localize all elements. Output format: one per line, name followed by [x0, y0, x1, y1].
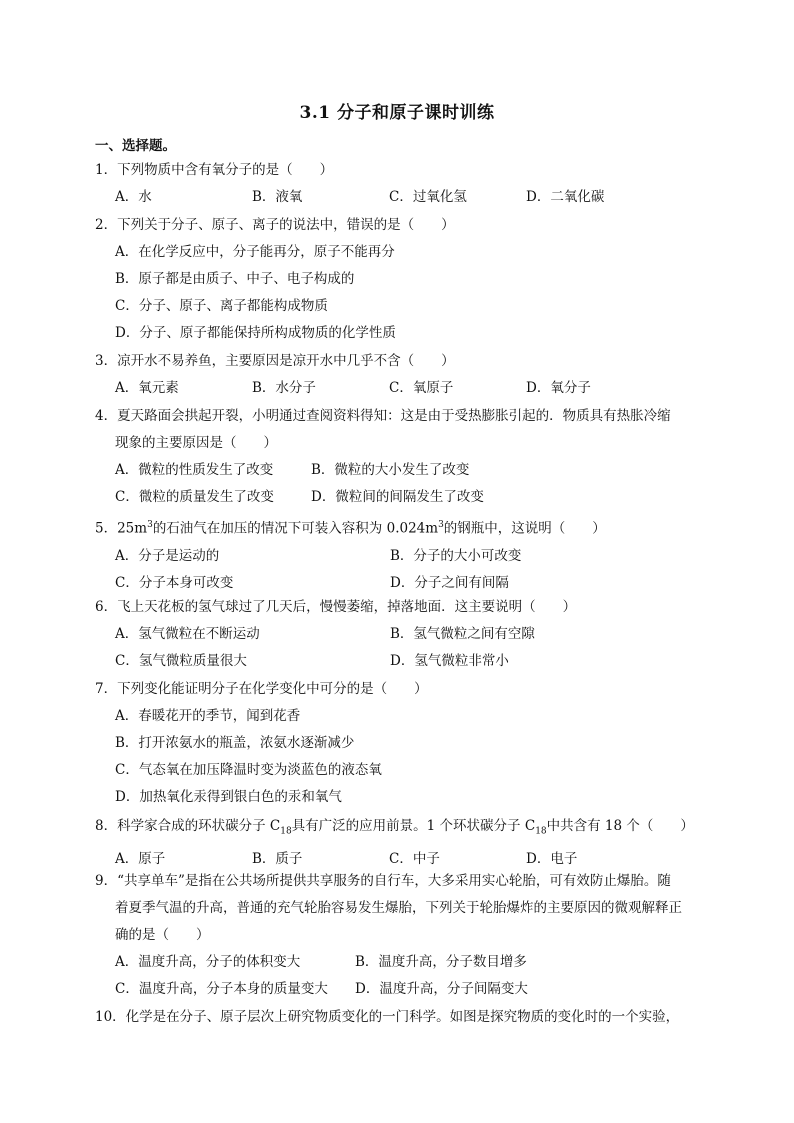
question-stem: 4．夏天路面会拱起开裂，小明通过查阅资料得知：这是由于受热膨胀引起的．物质具有热胀冷缩	[95, 408, 671, 424]
superscript: 3	[438, 520, 444, 530]
question-stem: 3．凉开水不易养鱼，主要原因是凉开水中几乎不含（ ）	[95, 353, 455, 369]
options-row	[95, 648, 715, 675]
section-heading: 一、选择题。	[95, 138, 176, 154]
options-row	[95, 375, 715, 402]
options-row	[95, 484, 715, 511]
option-a: A．分子是运动的	[115, 547, 220, 564]
stem-part: 8．科学家合成的环状碳分子 C	[95, 818, 281, 834]
stem-part: 5．25m	[95, 520, 148, 537]
question-stem: 10．化学是在分子、原子层次上研究物质变化的一门科学。如图是探究物质的变化时的一个实验，	[95, 1009, 680, 1025]
option-c: C．中子	[389, 850, 440, 867]
option-c: C．氧原子	[389, 380, 454, 396]
stem-part: 的钢瓶中，这说明（ ）	[443, 520, 606, 537]
question-8	[95, 813, 715, 873]
question-stem	[95, 813, 715, 846]
question-9	[95, 868, 715, 1003]
option-a: A．微粒的性质发生了改变	[115, 462, 274, 478]
option-a: A．原子	[115, 850, 166, 867]
question-stem: 2．下列关于分子、原子、离子的说法中，错误的是（ ）	[95, 217, 455, 233]
option-a: A．温度升高，分子的体积变大	[115, 954, 301, 970]
option-c: C．气态氧在加压降温时变为淡蓝色的液态氧	[115, 762, 382, 778]
question-stem-continued: 着夏季气温的升高，普通的充气轮胎容易发生爆胎，下列关于轮胎爆炸的主要原因的微观解释正	[115, 900, 682, 916]
option-c: C．温度升高，分子本身的质量变大	[115, 981, 328, 997]
option-c: C．分子、原子、离子都能构成物质	[115, 298, 328, 314]
options-row	[95, 543, 715, 570]
question-2	[95, 212, 715, 347]
question-4	[95, 403, 715, 511]
question-7	[95, 676, 715, 811]
question-stem	[95, 512, 715, 543]
option-c: C．过氧化氢	[389, 189, 467, 205]
option-d: D．分子之间有间隔	[390, 574, 509, 591]
question-stem: 9．“共享单车”是指在公共场所提供共享服务的自行车，大多采用实心轮胎，可有效防止爆胎。随	[95, 873, 671, 889]
question-1	[95, 157, 715, 211]
stem-part: 具有广泛的应用前景。1 个环状碳分子 C	[291, 818, 536, 834]
option-d: D．微粒间的间隔发生了改变	[311, 489, 484, 505]
option-b: B．打开浓氨水的瓶盖，浓氨水逐渐减少	[115, 735, 355, 751]
options-row	[95, 621, 715, 648]
option-b: B．原子都是由质子、中子、电子构成的	[115, 271, 355, 287]
option-d: D．加热氧化汞得到银白色的汞和氧气	[115, 789, 342, 805]
subscript: 18	[535, 826, 547, 837]
option-c: C．微粒的质量发生了改变	[115, 489, 274, 505]
option-b: B．液氧	[252, 189, 303, 205]
subscript: 18	[280, 826, 292, 837]
option-b: B．微粒的大小发生了改变	[311, 462, 470, 478]
option-a: A．春暖花开的季节，闻到花香	[115, 708, 301, 724]
superscript: 3	[147, 520, 153, 530]
question-3	[95, 348, 715, 402]
options-row	[95, 949, 715, 976]
question-5	[95, 512, 715, 597]
option-d: D．氢气微粒非常小	[390, 653, 509, 669]
options-row	[95, 570, 715, 597]
question-stem: 6．飞上天花板的氢气球过了几天后，慢慢萎缩，掉落地面．这主要说明（ ）	[95, 599, 577, 615]
options-row	[95, 184, 715, 211]
question-stem: 7．下列变化能证明分子在化学变化中可分的是（ ）	[95, 681, 428, 697]
document-title: 3.1 分子和原子课时训练	[299, 103, 495, 123]
question-6	[95, 594, 715, 675]
option-b: B．分子的大小可改变	[390, 547, 522, 564]
question-10	[95, 1004, 715, 1031]
question-stem: 1．下列物质中含有氧分子的是（ ）	[95, 162, 334, 178]
options-row	[95, 457, 715, 484]
option-b: B．温度升高，分子数目增多	[355, 954, 527, 970]
stem-part: 中共含有 18 个（ ）	[546, 818, 694, 834]
option-d: D．二氧化碳	[526, 189, 605, 205]
question-stem-continued: 确的是（ ）	[115, 927, 210, 943]
option-c: C．分子本身可改变	[115, 574, 234, 591]
option-d: D．氧分子	[526, 380, 591, 396]
option-d: D．温度升高，分子间隔变大	[355, 981, 528, 997]
question-stem-continued: 现象的主要原因是（ ）	[115, 435, 277, 451]
option-a: A．氢气微粒在不断运动	[115, 626, 260, 642]
option-b: B．水分子	[252, 380, 316, 396]
option-d: D．电子	[526, 850, 578, 867]
option-a: A．氧元素	[115, 380, 179, 396]
options-row	[95, 976, 715, 1003]
option-c: C．氢气微粒质量很大	[115, 653, 247, 669]
option-a: A．在化学反应中，分子能再分，原子不能再分	[115, 244, 395, 260]
option-a: A．水	[115, 189, 152, 205]
option-b: B．氢气微粒之间有空隙	[390, 626, 535, 642]
stem-part: 的石油气在加压的情况下可装入容积为 0.024m	[152, 520, 439, 537]
option-d: D．分子、原子都能保持所构成物质的化学性质	[115, 325, 396, 341]
option-b: B．质子	[252, 850, 303, 867]
